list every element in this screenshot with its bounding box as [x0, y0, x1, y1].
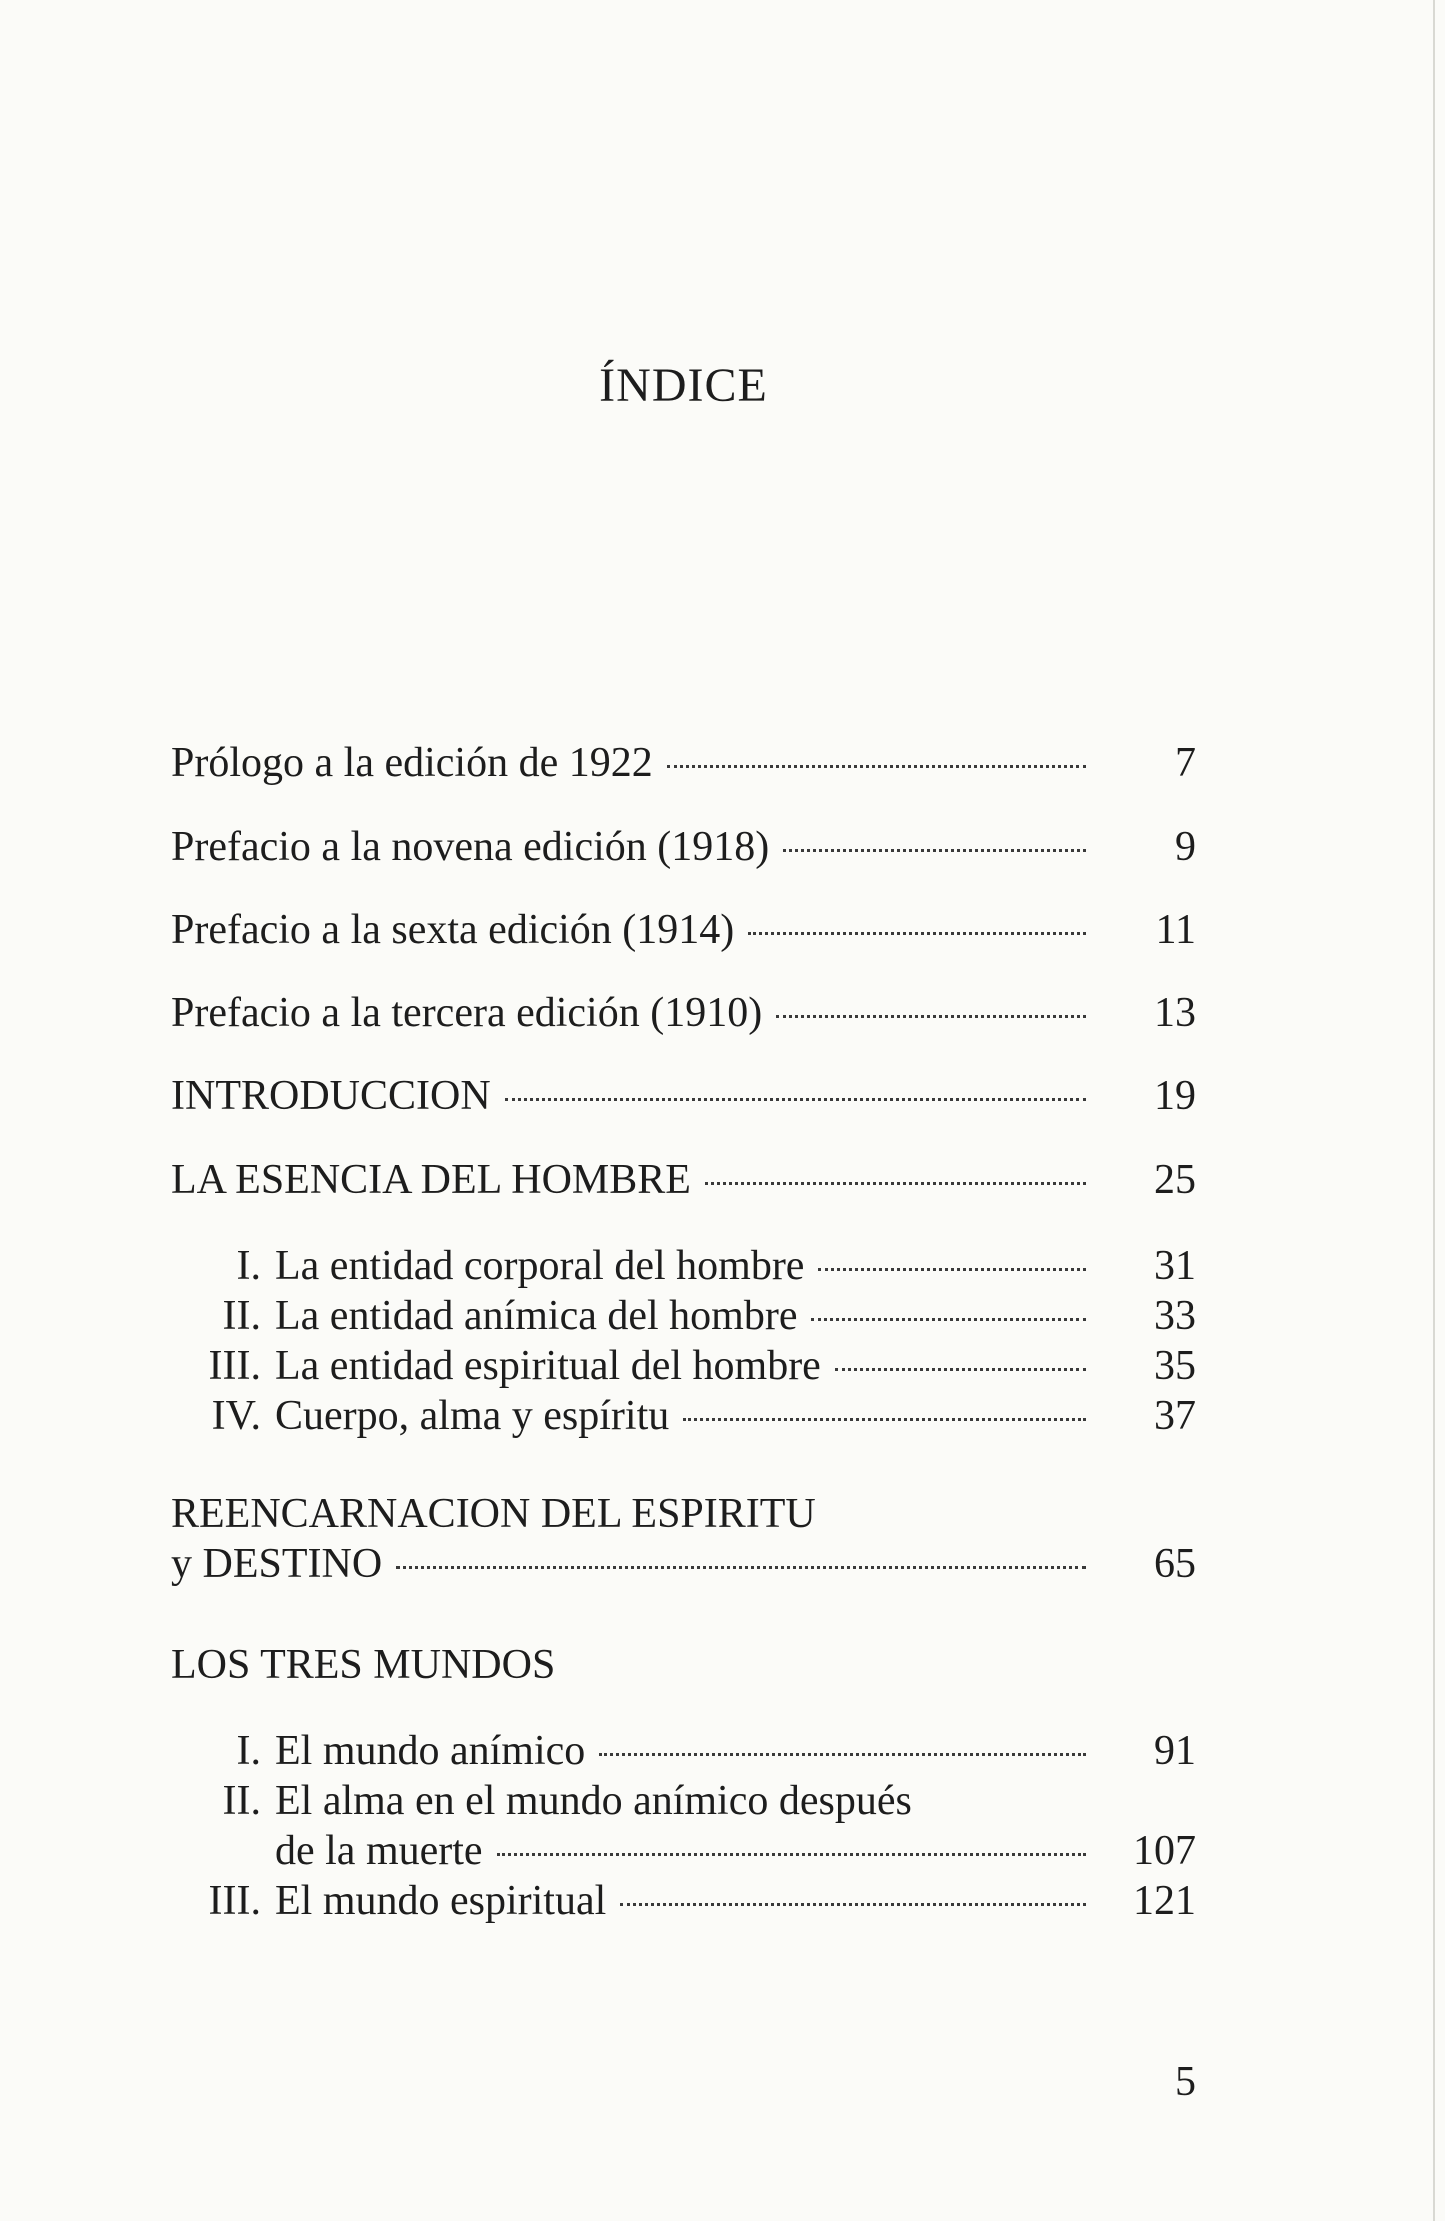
- toc-entry: [171, 738, 1196, 788]
- mundos-subentries: [171, 1726, 1196, 1926]
- page-number: 5: [1175, 2059, 1196, 2105]
- dot-leader: [497, 1853, 1086, 1856]
- entry-page: 13: [1154, 990, 1196, 1036]
- dot-leader: [620, 1903, 1086, 1906]
- subentry-page: 107: [1133, 1828, 1196, 1874]
- entry-text: Prefacio a la tercera edición (1910): [171, 990, 763, 1036]
- subentry-number: I.: [236, 1728, 261, 1774]
- page-edge: [1433, 0, 1435, 2221]
- subentry-number: III.: [208, 1878, 261, 1924]
- entry-page: 19: [1154, 1073, 1196, 1119]
- dot-leader: [599, 1753, 1086, 1756]
- mundos-heading: [171, 1640, 1196, 1690]
- entry-text-line1: REENCARNACION DEL ESPIRITU: [171, 1491, 816, 1537]
- subentry-page: 31: [1154, 1243, 1196, 1289]
- entry-text: LA ESENCIA DEL HOMBRE: [171, 1157, 691, 1203]
- dot-leader: [705, 1182, 1086, 1185]
- dot-leader: [683, 1418, 1086, 1421]
- section-heading: LOS TRES MUNDOS: [171, 1642, 556, 1688]
- subentry-page: 35: [1154, 1343, 1196, 1389]
- dot-leader: [505, 1098, 1086, 1101]
- dot-leader: [776, 1015, 1086, 1018]
- entry-page: 9: [1175, 824, 1196, 870]
- subentry-text: El mundo espiritual: [275, 1878, 607, 1924]
- dot-leader: [667, 765, 1086, 768]
- esencia-subentries: [171, 1241, 1196, 1441]
- subentry-page: 121: [1133, 1878, 1196, 1924]
- page-title: ÍNDICE: [599, 359, 768, 412]
- entry-text: Prefacio a la sexta edición (1914): [171, 907, 735, 953]
- subentry-text: La entidad corporal del hombre: [275, 1243, 805, 1289]
- dot-leader: [783, 849, 1086, 852]
- entry-page: 7: [1175, 740, 1196, 786]
- subentry-number: II.: [222, 1293, 261, 1339]
- dot-leader: [811, 1318, 1086, 1321]
- entry-page: 11: [1155, 907, 1196, 953]
- subentry-page: 91: [1154, 1728, 1196, 1774]
- dot-leader: [396, 1566, 1086, 1569]
- entry-page: 65: [1154, 1541, 1196, 1587]
- toc-entry: [171, 1071, 1196, 1121]
- subentry-text-cont: de la muerte: [275, 1828, 483, 1874]
- subentry-number: III.: [208, 1343, 261, 1389]
- subentry-text: Cuerpo, alma y espíritu: [275, 1393, 670, 1439]
- subentry-text: El mundo anímico: [275, 1728, 586, 1774]
- dot-leader: [818, 1268, 1086, 1271]
- subentry-number: IV.: [211, 1393, 261, 1439]
- subentry-page: 37: [1154, 1393, 1196, 1439]
- entry-text: Prefacio a la novena edición (1918): [171, 824, 770, 870]
- subentry-text: El alma en el mundo anímico después: [275, 1778, 912, 1824]
- subentry-page: 33: [1154, 1293, 1196, 1339]
- toc-entry: [171, 988, 1196, 1038]
- entry-page: 25: [1154, 1157, 1196, 1203]
- subentry-text: La entidad anímica del hombre: [275, 1293, 798, 1339]
- dot-leader: [748, 932, 1086, 935]
- toc-entry: [171, 1155, 1196, 1205]
- subentry-text: La entidad espiritual del hombre: [275, 1343, 821, 1389]
- toc-entry: [171, 905, 1196, 955]
- entry-text: Prólogo a la edición de 1922: [171, 740, 653, 786]
- dot-leader: [835, 1368, 1086, 1371]
- reencarnacion-entry: [171, 1489, 1196, 1589]
- toc-entry: [171, 822, 1196, 872]
- entry-text: INTRODUCCION: [171, 1073, 491, 1119]
- entry-text-line2: y DESTINO: [171, 1541, 383, 1587]
- subentry-number: I.: [236, 1243, 261, 1289]
- subentry-number: II.: [222, 1778, 261, 1824]
